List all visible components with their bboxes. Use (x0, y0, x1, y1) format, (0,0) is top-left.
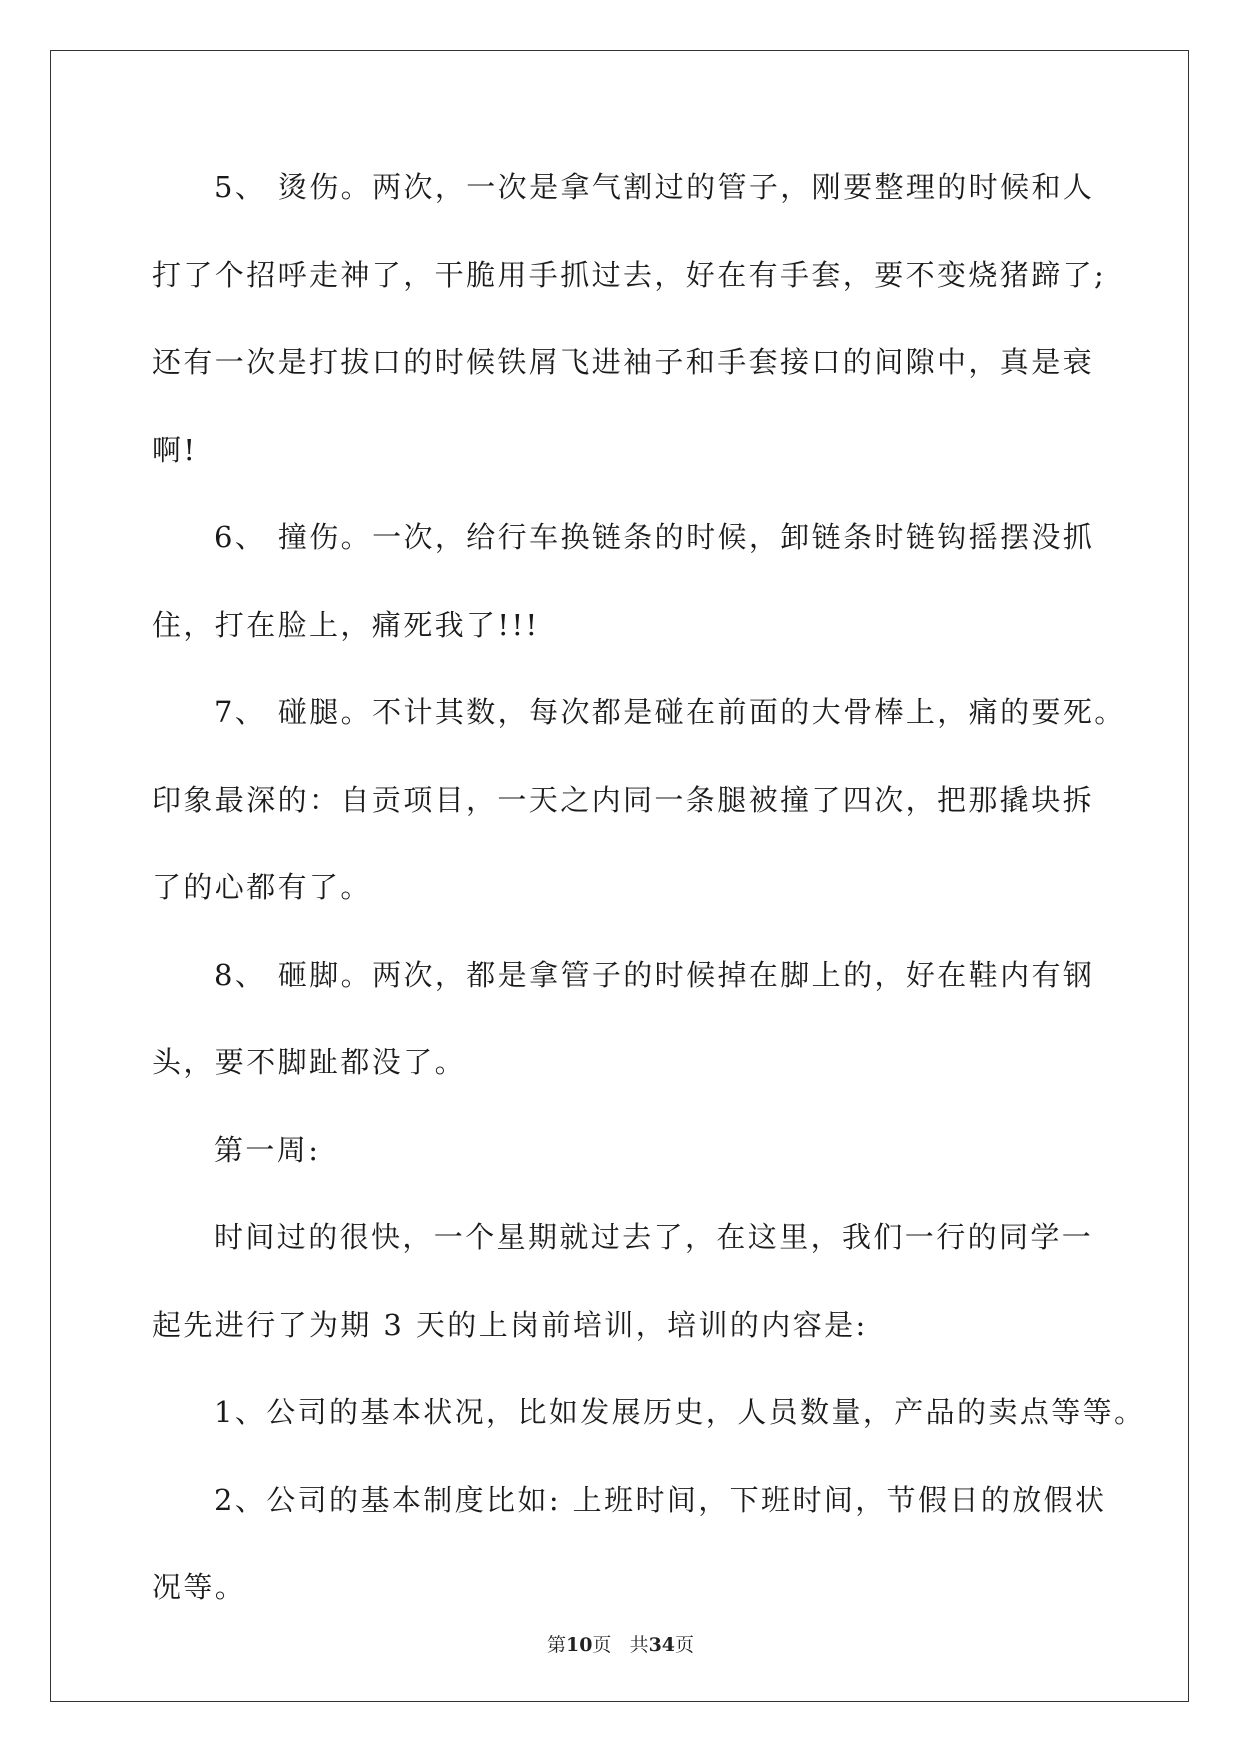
text-line: 啊! (152, 432, 198, 467)
text-line: 8、 砸脚。两次，都是拿管子的时候掉在脚上的，好在鞋内有钢 (214, 957, 1095, 992)
total-pages-number: 34 (648, 1634, 676, 1656)
text-line: 7、 碰腿。不计其数，每次都是碰在前面的大骨棒上，痛的要死。 (214, 695, 1126, 729)
text-line: 打了个招呼走神了，干脆用手抓过去，好在有手套，要不变烧猪蹄了; (152, 257, 1107, 292)
footer-total-suffix: 页 (675, 1634, 695, 1656)
page-footer (0, 1630, 1241, 1657)
text-line: 况等。 (152, 1570, 247, 1604)
footer-prefix: 第 (546, 1634, 566, 1656)
text-line: 5、 烫伤。两次，一次是拿气割过的管子，刚要整理的时候和人 (214, 170, 1095, 204)
footer-page-word: 页 (592, 1634, 612, 1656)
document-body (152, 162, 1146, 1650)
footer-total-prefix: 共 (629, 1634, 649, 1656)
text-line: 还有一次是打拔口的时候铁屑飞进袖子和手套接口的间隙中，真是衰 (152, 345, 1095, 379)
text-line: 6、 撞伤。一次，给行车换链条的时候，卸链条时链钩摇摆没抓 (214, 520, 1095, 554)
text-line: 1、公司的基本状况，比如发展历史，人员数量，产品的卖点等等。 (214, 1395, 1146, 1429)
text-line: 住，打在脸上，痛死我了!!! (152, 607, 540, 642)
current-page-number: 10 (565, 1634, 593, 1656)
text-line: 起先进行了为期 3 天的上岗前培训，培训的内容是: (152, 1307, 868, 1342)
text-line: 2、公司的基本制度比如: 上班时间，下班时间，节假日的放假状 (214, 1482, 1107, 1517)
text-line: 了的心都有了。 (152, 870, 372, 904)
text-line: 印象最深的：自贡项目，一天之内同一条腿被撞了四次，把那撬块拆 (152, 782, 1095, 817)
section-heading: 第一周: (214, 1132, 321, 1167)
text-line: 头，要不脚趾都没了。 (152, 1045, 467, 1079)
text-line: 时间过的很快，一个星期就过去了，在这里，我们一行的同学一 (214, 1220, 1094, 1254)
